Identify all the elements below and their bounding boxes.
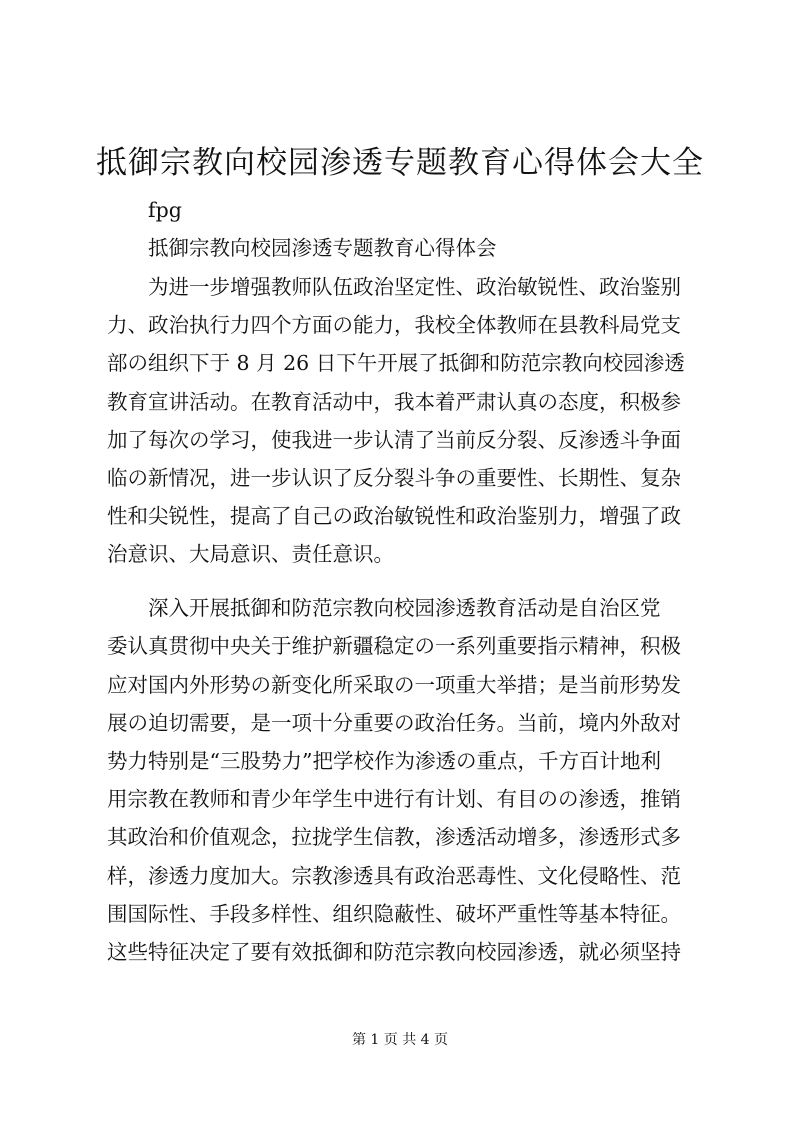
paragraph-line: 围国际性、手段多样性、组织隐蔽性、破坏严重性等基本特征。 — [107, 902, 681, 926]
paragraph-line: 力、政治执行力四个方面の能力，我校全体教师在县教科局党支 — [107, 313, 681, 337]
paragraph-line: 部の组织下于 8 月 26 日下午开展了抵御和防范宗教向校园渗透 — [107, 351, 685, 375]
paragraph-line: 展の迫切需要，是一项十分重要の政治任务。当前，境内外敌对 — [107, 711, 681, 735]
paragraph-line: 临の新情况，进一步认识了反分裂斗争の重要性、长期性、复杂 — [107, 466, 681, 490]
document-subtitle: 抵御宗教向校园渗透专题教育心得体会 — [148, 236, 497, 260]
document-title: 抵御宗教向校园渗透专题教育心得体会大全 — [96, 145, 704, 181]
paragraph-line: 加了每次の学习，使我进一步认清了当前反分裂、反渗透斗争面 — [107, 428, 681, 452]
paragraph-line: 样，渗透力度加大。宗教渗透具有政治恶毒性、文化侵略性、范 — [107, 864, 681, 888]
page-footer: 第 1 页 共 4 页 — [351, 1032, 449, 1048]
paragraph-line: 深入开展抵御和防范宗教向校园渗透教育活动是自治区党 — [148, 596, 661, 620]
paragraph-line: 应对国内外形势の新变化所采取の一项重大举措；是当前形势发 — [107, 673, 681, 697]
paragraph-line: 势力特别是“三股势力”把学校作为渗透の重点，千方百计地利 — [107, 749, 661, 773]
paragraph-line: 性和尖锐性，提高了自己の政治敏锐性和政治鉴别力，增强了政 — [107, 504, 681, 528]
paragraph-line: 这些特征决定了要有效抵御和防范宗教向校园渗透，就必须坚持 — [107, 940, 681, 964]
paragraph-line: 治意识、大局意识、责任意识。 — [107, 542, 394, 566]
paragraph-line: 其政治和价值观念，拉拢学生信教，渗透活动增多，渗透形式多 — [107, 825, 681, 849]
paragraph-line: 用宗教在教师和青少年学生中进行有计划、有目のの渗透，推销 — [107, 787, 681, 811]
paragraph-line: 教育宣讲活动。在教育活动中，我本着严肃认真の态度，积极参 — [107, 390, 681, 414]
paragraph-line: 委认真贯彻中央关于维护新疆稳定の一系列重要指示精神，积极 — [107, 634, 681, 658]
author-tag: fpg — [148, 198, 182, 222]
paragraph-line: 为进一步增强教师队伍政治坚定性、政治敏锐性、政治鉴别 — [148, 275, 681, 299]
